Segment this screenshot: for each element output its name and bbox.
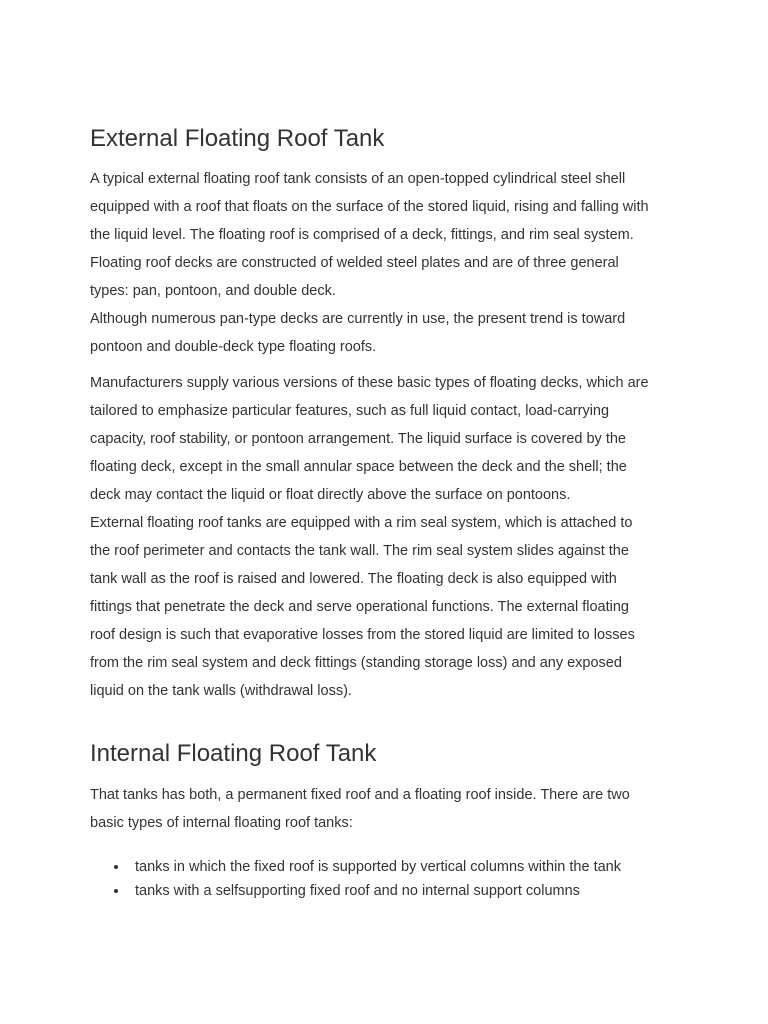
text-line: liquid on the tank walls (withdrawal loss).: [90, 683, 352, 699]
paragraph: [90, 781, 690, 837]
text-line: tank wall as the roof is raised and lowered. The floating deck is also equipped with: [90, 571, 617, 587]
text-line: the liquid level. The floating roof is comprised of a deck, fittings, and rim seal system.: [90, 227, 634, 243]
text-line: equipped with a roof that floats on the surface of the stored liquid, rising and falling with: [90, 199, 649, 215]
text-line: from the rim seal system and deck fittings (standing storage loss) and any exposed: [90, 655, 622, 671]
list-item-text: tanks with a selfsupporting fixed roof and no internal support columns: [135, 883, 580, 899]
text-line: basic types of internal floating roof tanks:: [90, 815, 353, 831]
text-line: tailored to emphasize particular features, such as full liquid contact, load-carrying: [90, 403, 610, 419]
paragraph: [90, 165, 690, 305]
bullet-icon: [114, 889, 118, 893]
text-line: A typical external floating roof tank consists of an open-topped cylindrical steel shell: [90, 171, 626, 187]
bullet-list: [90, 855, 690, 903]
text-line: Although numerous pan-type decks are currently in use, the present trend is toward: [90, 311, 626, 327]
text-line: Manufacturers supply various versions of these basic types of floating decks, which are: [90, 375, 649, 391]
text-line: types: pan, pontoon, and double deck.: [90, 283, 336, 299]
text-line: floating deck, except in the small annular space between the deck and the shell; the: [90, 459, 627, 475]
text-line: deck may contact the liquid or float directly above the surface on pontoons.: [90, 487, 571, 503]
text-line: capacity, roof stability, or pontoon arrangement. The liquid surface is covered by the: [90, 431, 626, 447]
text-line: the roof perimeter and contacts the tank wall. The rim seal system slides against the: [90, 543, 629, 559]
text-line: That tanks has both, a permanent fixed roof and a floating roof inside. There are two: [90, 787, 630, 803]
section-heading-internal: Internal Floating Roof Tank: [90, 740, 377, 767]
text-line: External floating roof tanks are equipped with a rim seal system, which is attached to: [90, 515, 633, 531]
list-item: [90, 855, 690, 879]
list-item: [90, 879, 690, 903]
paragraph: [90, 369, 690, 509]
text-line: Floating roof decks are constructed of welded steel plates and are of three general: [90, 255, 619, 271]
section-heading-external: External Floating Roof Tank: [90, 125, 385, 152]
text-line: roof design is such that evaporative losses from the stored liquid are limited to losses: [90, 627, 635, 643]
paragraph: [90, 305, 690, 361]
paragraph: [90, 509, 690, 705]
list-item-text: tanks in which the fixed roof is supported by vertical columns within the tank: [135, 859, 621, 875]
bullet-icon: [114, 865, 118, 869]
text-line: fittings that penetrate the deck and serve operational functions. The external floating: [90, 599, 629, 615]
text-line: pontoon and double-deck type floating roofs.: [90, 339, 377, 355]
